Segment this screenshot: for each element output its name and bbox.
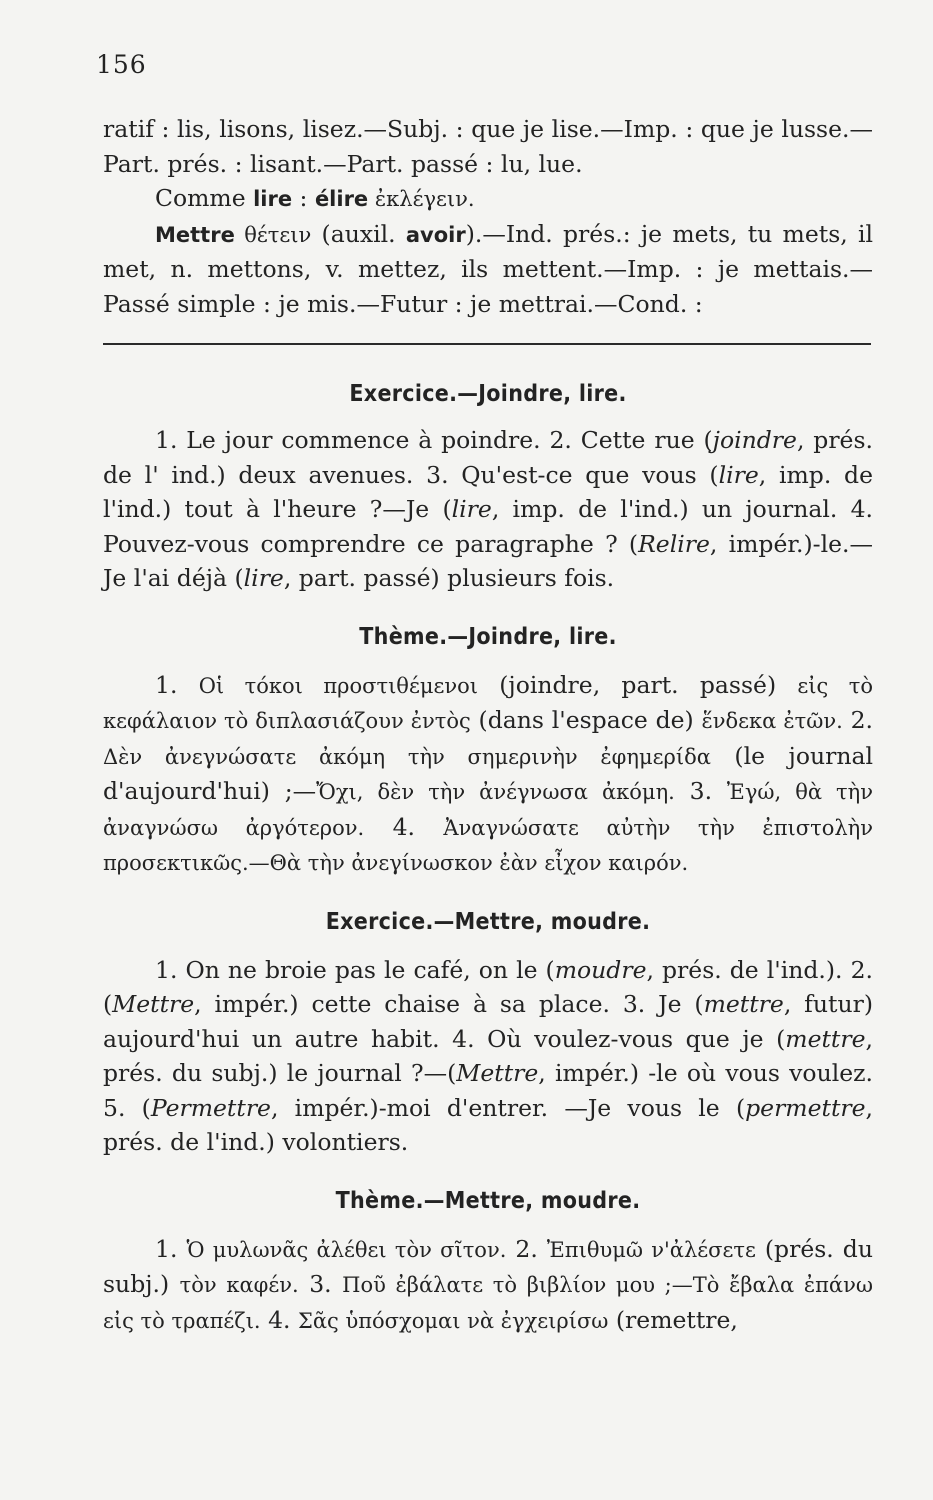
page-number: 156 <box>96 50 147 79</box>
greek-eklegein: ἐκλέγειν. <box>368 187 475 211</box>
page-content <box>103 112 873 1338</box>
mettre-bold: Mettre <box>155 222 235 247</box>
theme-mettre-moudre-text: 1. Ὁ μυλωνᾶς ἀλέθει τὸν σῖτον. 2. Ἐπιθυμῶ ν'ἀλέσετε (prés. du subj.) τὸν καφέν. 3. Ποῦ ἐβάλατε τὸ βιβλίον μου ;—Τὸ ἔβαλα ἐπάνω εἰς τὸ τραπέζι. 4. Σᾶς ὑπόσχομαι νὰ ἐγχειρίσω (remettre, <box>103 1234 873 1334</box>
heading-exercice-joindre-lire: Exercice.—Joindre, lire. <box>349 381 627 407</box>
conjugation-mettre: Mettre θέτειν (auxil. avoir).—Ind. prés.: je mets, tu mets, il met, n. mettons, v. mettez, ils mettent.—Imp. : je mettais.—Passé simple : je mis.—Futur : je mettrai.—Cond. : <box>103 219 873 318</box>
lire-bold: lire <box>253 187 293 211</box>
elire-bold: élire <box>314 187 369 211</box>
heading-theme-joindre-lire: Thème.—Joindre, lire. <box>359 623 617 650</box>
comme-lire-line: Comme lire : élire ἐκλέγειν. <box>155 184 475 212</box>
exercice-mettre-moudre-text: 1. On ne broie pas le café, on le (moudre, prés. de l'ind.). 2. (Mettre, impér.) cette chaise à sa place. 3. Je (mettre, futur) aujourd'hui un autre habit. 4. Où voulez-vous que je (mettre, prés. du subj.) le journal ?—(Mettre, impér.) -le où vous voulez. 5. (Permettre, impér.)-moi d'entrer. —Je vous le (permettre, prés. de l'ind.) volontiers. <box>103 955 874 1156</box>
section-divider <box>103 343 871 345</box>
avoir-bold: avoir <box>405 222 466 247</box>
heading-exercice-mettre-moudre: Exercice.—Mettre, moudre. <box>325 908 651 935</box>
heading-theme-mettre-moudre: Thème.—Mettre, moudre. <box>335 1187 641 1214</box>
conjugation-lire-end: ratif : lis, lisons, lisez.—Subj. : que je lise.—Imp. : que je lusse.—Part. prés. : lisant.—Part. passé : lu, lue. <box>103 115 873 178</box>
theme-joindre-lire-text: 1. Οἱ τόκοι προστιθέμενοι (joindre, part. passé) εἰς τὸ κεφάλαιον τὸ διπλασιάζουν ἐντὸς (dans l'espace de) ἕνδεκα ἐτῶν. 2. Δὲν ἀνεγνώσατε ἀκόμη τὴν σημερινὴν ἐφημερίδα (le journal d'aujourd'hui) ;—Ὄχι, δὲν τὴν ἀνέγνωσα ἀκόμη. 3. Ἐγώ, θὰ τὴν ἀναγνώσω ἀργότερον. 4. Ἀναγνώσατε αὐτὴν τὴν ἐπιστολὴν προσεκτικῶς.—Θὰ τὴν ἀνεγίνωσκον ἐὰν εἶχον καιρόν. <box>103 670 874 875</box>
exercice-joindre-lire-text: 1. Le jour commence à poindre. 2. Cette rue (joindre, prés. de l' ind.) deux avenues. 3. Qu'est-ce que vous (lire, imp. de l'ind.) tout à l'heure ?—Je (lire, imp. de l'ind.) un journal. 4. Pouvez-vous comprendre ce paragraphe ? (Relire, impér.)-le.—Je l'ai déjà (lire, part. passé) plusieurs fois. <box>103 426 873 592</box>
